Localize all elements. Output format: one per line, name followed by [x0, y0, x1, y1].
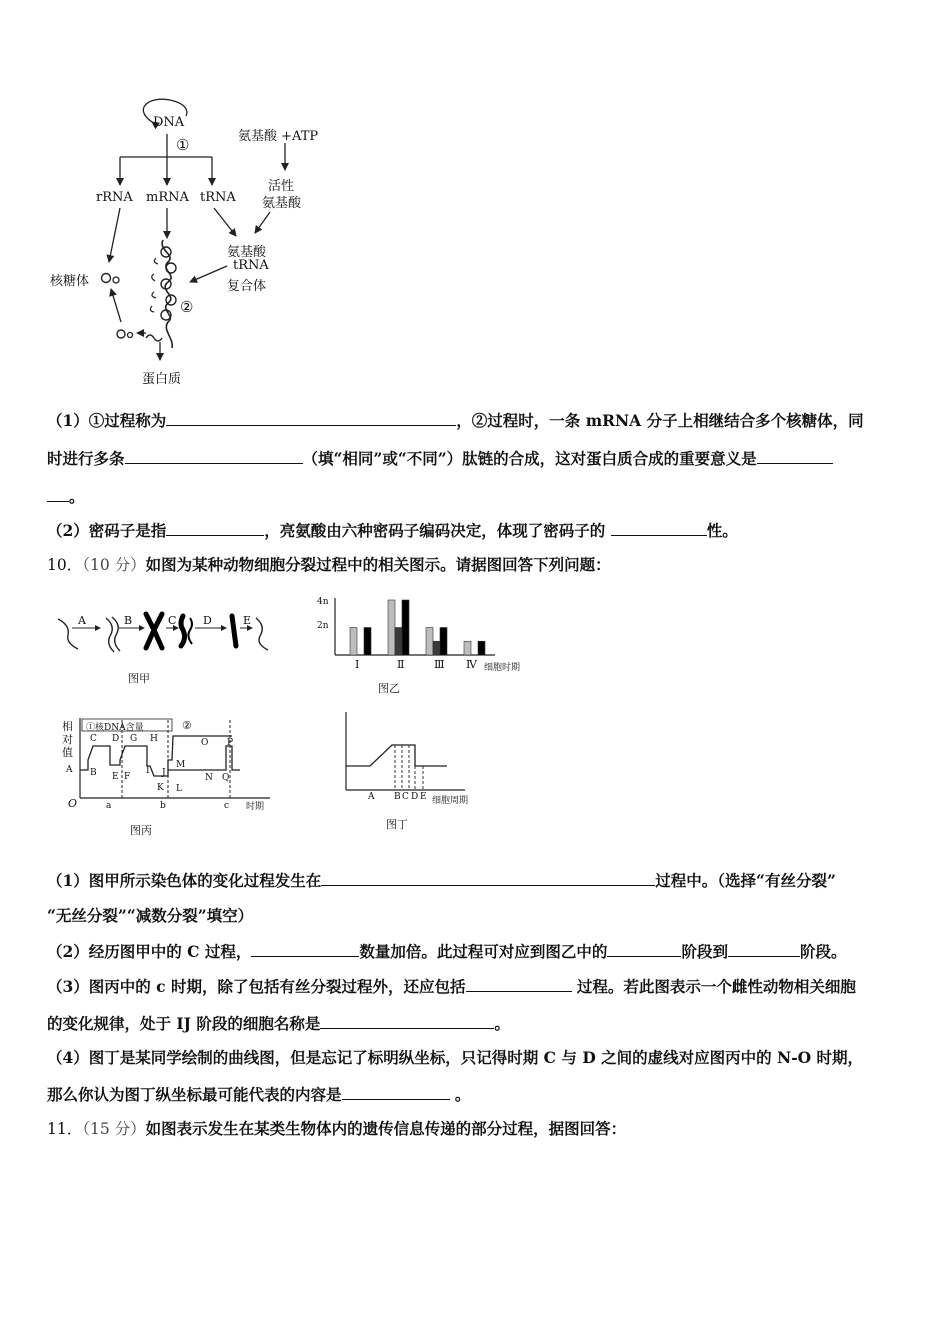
ding-xmark-e: E — [420, 792, 427, 802]
bing-xaxis-title: 时期 — [246, 802, 265, 812]
bing-point-b: B — [90, 768, 97, 778]
ding-xmark-b: B — [394, 792, 401, 802]
q10-part3-line2: 的变化规律，处于 IJ 阶段的细胞名称是 。 — [47, 1014, 510, 1033]
q10-part1-line1: （1）图甲所示染色体的变化过程发生在 过程中。（选择“有丝分裂” — [47, 871, 836, 890]
bing-point-n: N — [205, 773, 213, 783]
q10-blank-division-type[interactable] — [321, 870, 655, 886]
bing-point-a: A — [66, 765, 73, 775]
ribosome-label: 核糖体 — [50, 274, 90, 289]
complex-label-1: 氨基酸 — [227, 245, 267, 260]
bing-xmark-a: a — [106, 801, 112, 811]
fig-yi-caption: 图乙 — [378, 682, 400, 695]
bing-point-o: O — [201, 738, 209, 748]
q10-blank-cell-name[interactable] — [320, 1013, 494, 1029]
process-2-marker: ② — [180, 298, 194, 316]
yi-xtick-4: Ⅳ — [466, 658, 477, 671]
ding-xaxis-title: 细胞周期 — [432, 796, 469, 806]
q10-part4-line2: 那么你认为图丁纵坐标最可能代表的内容是 。 — [47, 1085, 471, 1104]
bing-point-l: L — [176, 784, 182, 794]
bing-point-q: Q — [222, 773, 230, 783]
yi-ytick-4n: 4n — [317, 597, 329, 607]
q10-blank-stage-to[interactable] — [728, 941, 800, 957]
q10-stem: 10．（10 分）如图为某种动物细胞分裂过程中的相关图示。请据图回答下列问题： — [47, 555, 611, 574]
bing-point-f: F — [124, 772, 131, 782]
bing-ytitle-3: 值 — [62, 746, 73, 759]
ding-xmark-c: C — [402, 792, 409, 802]
jia-label-d: D — [203, 614, 212, 627]
bing-point-j: J — [162, 768, 166, 778]
bing-point-m: M — [176, 760, 186, 770]
bing-origin: O — [68, 797, 78, 810]
mrna-label: mRNA — [146, 190, 189, 205]
yi-xtick-3: Ⅲ — [434, 658, 445, 671]
q10-blank-yaxis-content[interactable] — [342, 1084, 450, 1100]
bing-point-p: P — [227, 738, 234, 748]
jia-label-c: C — [168, 614, 177, 627]
amino-acid-atp-label: 氨基酸 +ATP — [238, 129, 319, 144]
complex-label-3: 复合体 — [227, 279, 267, 294]
jia-label-b: B — [124, 614, 133, 627]
jia-label-e: E — [243, 614, 252, 627]
q9-part1-line1: （1）①过程称为 ，②过程时，一条 mRNA 分子上相继结合多个核糖体，同 — [47, 411, 864, 430]
bing-ytitle-1: 相 — [62, 720, 73, 733]
fig-jia-caption: 图甲 — [128, 672, 150, 685]
active-amino-acid-label-1: 活性 — [268, 179, 295, 194]
process-1-marker: ① — [176, 136, 190, 154]
fig-ding-caption: 图丁 — [386, 818, 408, 831]
bing-point-e: E — [112, 772, 119, 782]
q10-blank-process[interactable] — [466, 976, 572, 992]
ding-xmark-a: A — [368, 792, 375, 802]
bing-xmark-b: b — [160, 801, 166, 811]
bing-point-i: I — [146, 766, 150, 776]
fig-bing-caption: 图丙 — [130, 824, 152, 837]
q9-part1-line2: 时进行多条 （填“相同”或“不同”）肽链的合成，这对蛋白质合成的重要意义是 — [47, 448, 833, 469]
q10-blank-stage-from[interactable] — [607, 941, 681, 957]
yi-xtick-2: Ⅱ — [397, 658, 405, 671]
yi-xtick-1: Ⅰ — [355, 658, 360, 671]
bing-point-k: K — [157, 783, 164, 793]
bing-series1-label: ①核DNA含量 — [86, 723, 144, 733]
q11-stem: 11．（15 分）如图表示发生在某类生物体内的遗传信息传递的部分过程，据图回答： — [47, 1119, 627, 1138]
bing-point-d: D — [112, 734, 120, 744]
trna-label: tRNA — [200, 190, 236, 205]
q9-part2: （2）密码子是指 ，亮氨酸由六种密码子编码决定，体现了密码子的 性。 — [47, 521, 738, 540]
complex-label-2: tRNA — [233, 258, 269, 273]
bing-ytitle-2: 对 — [62, 733, 73, 746]
protein-label: 蛋白质 — [142, 372, 182, 387]
rrna-label: rRNA — [96, 190, 133, 205]
bing-series2-label: ② — [182, 719, 192, 732]
yi-ytick-2n: 2n — [317, 621, 329, 631]
jia-label-a: A — [78, 614, 86, 627]
ding-xmark-d: D — [411, 792, 419, 802]
yi-xaxis-title: 细胞时期 — [484, 663, 521, 673]
bing-point-c: C — [90, 734, 97, 744]
bing-xmark-c: c — [224, 801, 230, 811]
q9-part1-line3: 。 — [47, 486, 85, 507]
q10-part1-line2: “无丝分裂”“减数分裂”填空） — [47, 906, 254, 925]
q10-part2: （2）经历图甲中的 C 过程， 数量加倍。此过程可对应到图乙中的 阶段到 阶段。 — [47, 942, 847, 961]
bing-point-h: H — [150, 734, 158, 744]
q10-part3-line1: （3）图丙中的 c 时期，除了包括有丝分裂过程外，还应包括 过程。若此图表示一个雌性动物相关细胞 — [47, 977, 856, 996]
q10-part4-line1: （4）图丁是某同学绘制的曲线图，但是忘记了标明纵坐标，只记得时期 C 与 D 之间的虚线对应图丙中的 N-O 时期， — [47, 1048, 864, 1067]
q10-blank-doubled[interactable] — [251, 941, 359, 957]
dna-label: DNA — [153, 115, 185, 130]
bing-point-g: G — [130, 734, 138, 744]
active-amino-acid-label-2: 氨基酸 — [262, 196, 302, 211]
